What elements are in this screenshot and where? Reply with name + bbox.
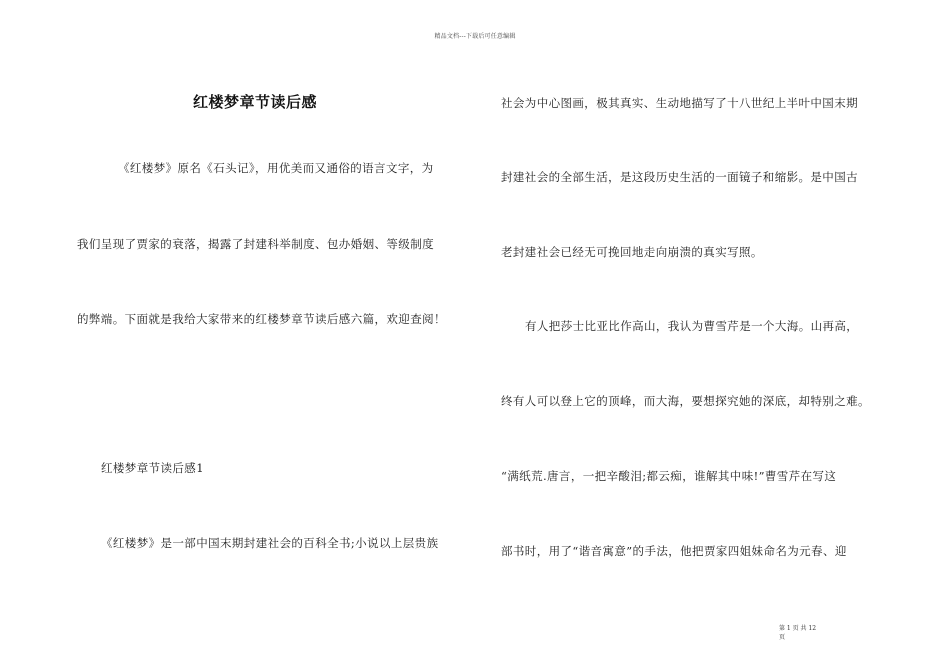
paragraph-line: 部书时，用了“谐音寓意”的手法，他把贾家四姐妹命名为元春、迎 (501, 544, 847, 558)
section-heading: 红楼梦章节读后感1 (101, 461, 204, 475)
paragraph-line: 有人把莎士比亚比作高山，我认为曹雪芹是一个大海。山再高， (525, 319, 859, 333)
page-header: 精品文档---下载后可任意编辑 (434, 33, 516, 40)
page-number (779, 624, 816, 642)
paragraph-line: 的弊端。下面就是我给大家带来的红楼梦章节读后感六篇，欢迎查阅！ (77, 312, 446, 326)
paragraph-line: 《红楼梦》是一部中国末期封建社会的百科全书;小说以上层贵族 (101, 536, 439, 550)
paragraph-line: 老封建社会已经无可挽回地走向崩溃的真实写照。 (501, 245, 763, 259)
paragraph-line: “满纸荒.唐言，一把辛酸泪;都云痴，谁解其中味!”曹雪芹在写这 (501, 469, 837, 483)
page-number-line: 第 1 页 共 12 (779, 625, 817, 632)
paragraph-line: 封建社会的全部生活，是这段历史生活的一面镜子和缩影。是中国古 (501, 170, 858, 184)
page-number-line: 页 (779, 634, 786, 641)
paragraph-line: 社会为中心图画，极其真实、生动地描写了十八世纪上半叶中国末期 (501, 96, 858, 110)
paragraph-line: 《红楼梦》原名《石头记》，用优美而又通俗的语言文字，为 (118, 161, 434, 175)
paragraph-line: 终有人可以登上它的顶峰，而大海，要想探究她的深底，却特别之难。 (501, 394, 870, 408)
document-title: 红楼梦章节读后感 (193, 93, 318, 111)
paragraph-line: 我们呈现了贾家的衰落，揭露了封建科举制度、包办婚姻、等级制度 (77, 237, 434, 251)
